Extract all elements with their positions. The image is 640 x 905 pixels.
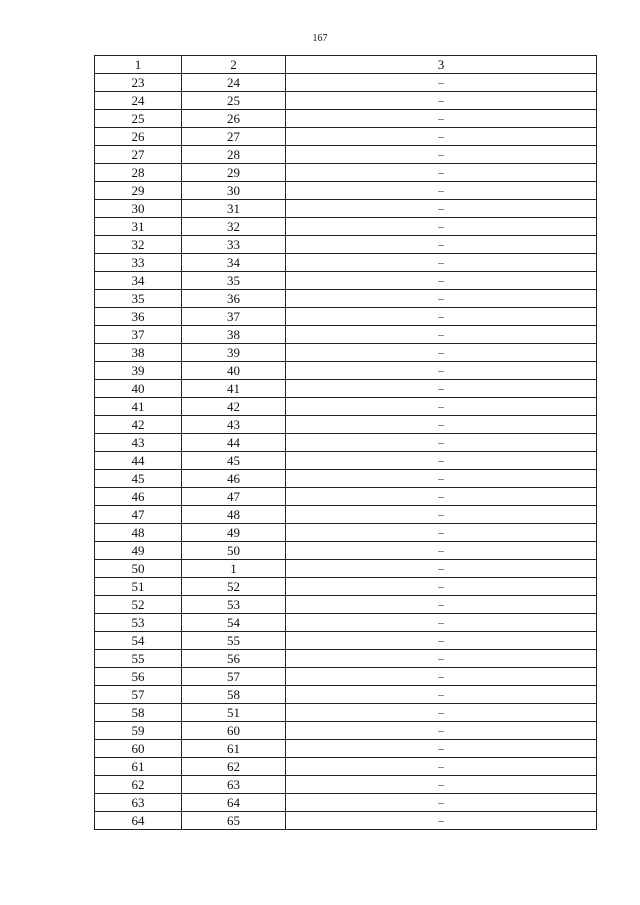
table-cell-col-2: 27 bbox=[182, 128, 286, 146]
table-cell-col-2: 58 bbox=[182, 686, 286, 704]
table-cell-col-3: – bbox=[286, 290, 597, 308]
table-cell-col-1: 58 bbox=[95, 704, 182, 722]
table-row bbox=[95, 506, 597, 524]
table-cell-col-1: 50 bbox=[95, 560, 182, 578]
table-cell-col-3: – bbox=[286, 92, 597, 110]
table-cell-col-1: 51 bbox=[95, 578, 182, 596]
table-row bbox=[95, 272, 597, 290]
table-cell-col-3: – bbox=[286, 74, 597, 92]
table-row bbox=[95, 650, 597, 668]
table-row bbox=[95, 398, 597, 416]
table-cell-col-2: 28 bbox=[182, 146, 286, 164]
table-cell-col-1: 40 bbox=[95, 380, 182, 398]
table-cell-col-2: 62 bbox=[182, 758, 286, 776]
table-cell-col-2: 64 bbox=[182, 794, 286, 812]
table-cell-col-2: 39 bbox=[182, 344, 286, 362]
table-cell-col-3: – bbox=[286, 218, 597, 236]
table-row bbox=[95, 308, 597, 326]
table-row bbox=[95, 812, 597, 830]
table-cell-col-1: 55 bbox=[95, 650, 182, 668]
table-cell-col-3: – bbox=[286, 650, 597, 668]
table-body bbox=[95, 74, 597, 830]
table-cell-col-2: 41 bbox=[182, 380, 286, 398]
table-cell-col-3: – bbox=[286, 524, 597, 542]
table-row bbox=[95, 614, 597, 632]
table-row bbox=[95, 254, 597, 272]
table-row bbox=[95, 290, 597, 308]
table-cell-col-2: 46 bbox=[182, 470, 286, 488]
table-cell-col-1: 31 bbox=[95, 218, 182, 236]
table-cell-col-1: 61 bbox=[95, 758, 182, 776]
table-cell-col-1: 63 bbox=[95, 794, 182, 812]
table-row bbox=[95, 560, 597, 578]
table-cell-col-3: – bbox=[286, 272, 597, 290]
table-cell-col-2: 29 bbox=[182, 164, 286, 182]
table-row bbox=[95, 92, 597, 110]
table-cell-col-1: 45 bbox=[95, 470, 182, 488]
table-row bbox=[95, 74, 597, 92]
table-cell-col-3: – bbox=[286, 344, 597, 362]
table-cell-col-3: – bbox=[286, 794, 597, 812]
table-cell-col-1: 44 bbox=[95, 452, 182, 470]
table-row bbox=[95, 416, 597, 434]
table-cell-col-1: 42 bbox=[95, 416, 182, 434]
table-row bbox=[95, 434, 597, 452]
table-cell-col-1: 56 bbox=[95, 668, 182, 686]
table-cell-col-2: 61 bbox=[182, 740, 286, 758]
table-cell-col-1: 53 bbox=[95, 614, 182, 632]
table-row bbox=[95, 326, 597, 344]
table-cell-col-2: 33 bbox=[182, 236, 286, 254]
table-cell-col-1: 46 bbox=[95, 488, 182, 506]
table-row bbox=[95, 758, 597, 776]
table-cell-col-2: 43 bbox=[182, 416, 286, 434]
table-cell-col-3: – bbox=[286, 182, 597, 200]
table-cell-col-1: 35 bbox=[95, 290, 182, 308]
table-cell-col-3: – bbox=[286, 164, 597, 182]
table-cell-col-3: – bbox=[286, 686, 597, 704]
table-cell-col-2: 30 bbox=[182, 182, 286, 200]
table-cell-col-3: – bbox=[286, 380, 597, 398]
table-cell-col-1: 39 bbox=[95, 362, 182, 380]
column-header-1: 1 bbox=[95, 56, 182, 74]
table-cell-col-2: 44 bbox=[182, 434, 286, 452]
table-cell-col-1: 57 bbox=[95, 686, 182, 704]
table-row bbox=[95, 632, 597, 650]
table-cell-col-2: 51 bbox=[182, 704, 286, 722]
table-cell-col-1: 52 bbox=[95, 596, 182, 614]
table-cell-col-3: – bbox=[286, 200, 597, 218]
table-cell-col-2: 50 bbox=[182, 542, 286, 560]
table-row bbox=[95, 236, 597, 254]
page-number: 167 bbox=[312, 33, 328, 44]
table-row bbox=[95, 182, 597, 200]
table-row bbox=[95, 740, 597, 758]
table-cell-col-2: 49 bbox=[182, 524, 286, 542]
table-cell-col-1: 38 bbox=[95, 344, 182, 362]
table-row bbox=[95, 542, 597, 560]
table-cell-col-1: 32 bbox=[95, 236, 182, 254]
column-header-3: 3 bbox=[286, 56, 597, 74]
table-cell-col-3: – bbox=[286, 632, 597, 650]
table-cell-col-3: – bbox=[286, 614, 597, 632]
table-cell-col-2: 37 bbox=[182, 308, 286, 326]
table-cell-col-2: 60 bbox=[182, 722, 286, 740]
table-cell-col-1: 54 bbox=[95, 632, 182, 650]
header-row bbox=[95, 56, 597, 74]
table-cell-col-3: – bbox=[286, 236, 597, 254]
table-cell-col-2: 56 bbox=[182, 650, 286, 668]
table-cell-col-2: 57 bbox=[182, 668, 286, 686]
table-cell-col-1: 24 bbox=[95, 92, 182, 110]
table-cell-col-1: 25 bbox=[95, 110, 182, 128]
table-cell-col-2: 34 bbox=[182, 254, 286, 272]
table-cell-col-2: 55 bbox=[182, 632, 286, 650]
table-cell-col-3: – bbox=[286, 146, 597, 164]
table-cell-col-1: 34 bbox=[95, 272, 182, 290]
table-cell-col-3: – bbox=[286, 470, 597, 488]
table-cell-col-2: 26 bbox=[182, 110, 286, 128]
table-cell-col-3: – bbox=[286, 740, 597, 758]
table-cell-col-2: 48 bbox=[182, 506, 286, 524]
table-row bbox=[95, 218, 597, 236]
table-cell-col-3: – bbox=[286, 434, 597, 452]
table-row bbox=[95, 164, 597, 182]
table-cell-col-3: – bbox=[286, 452, 597, 470]
table-cell-col-1: 26 bbox=[95, 128, 182, 146]
table-cell-col-3: – bbox=[286, 128, 597, 146]
table-row bbox=[95, 128, 597, 146]
table-cell-col-2: 45 bbox=[182, 452, 286, 470]
table-cell-col-2: 54 bbox=[182, 614, 286, 632]
table-cell-col-1: 43 bbox=[95, 434, 182, 452]
table-cell-col-1: 49 bbox=[95, 542, 182, 560]
table-row bbox=[95, 578, 597, 596]
table-cell-col-1: 27 bbox=[95, 146, 182, 164]
table-cell-col-1: 36 bbox=[95, 308, 182, 326]
table-row bbox=[95, 110, 597, 128]
table-row bbox=[95, 776, 597, 794]
column-header-2: 2 bbox=[182, 56, 286, 74]
table-cell-col-3: – bbox=[286, 722, 597, 740]
table-cell-col-1: 33 bbox=[95, 254, 182, 272]
table-row bbox=[95, 704, 597, 722]
table-cell-col-2: 53 bbox=[182, 596, 286, 614]
table-row bbox=[95, 452, 597, 470]
table-row bbox=[95, 596, 597, 614]
table-cell-col-3: – bbox=[286, 758, 597, 776]
table-cell-col-2: 42 bbox=[182, 398, 286, 416]
table-cell-col-1: 47 bbox=[95, 506, 182, 524]
table-cell-col-3: – bbox=[286, 308, 597, 326]
table-row bbox=[95, 200, 597, 218]
table-cell-col-1: 64 bbox=[95, 812, 182, 830]
table-cell-col-2: 63 bbox=[182, 776, 286, 794]
table-cell-col-3: – bbox=[286, 254, 597, 272]
table-cell-col-2: 40 bbox=[182, 362, 286, 380]
table-cell-col-3: – bbox=[286, 578, 597, 596]
table-row bbox=[95, 146, 597, 164]
table-cell-col-1: 59 bbox=[95, 722, 182, 740]
table-cell-col-1: 62 bbox=[95, 776, 182, 794]
table-cell-col-1: 23 bbox=[95, 74, 182, 92]
table-cell-col-2: 65 bbox=[182, 812, 286, 830]
table-cell-col-3: – bbox=[286, 398, 597, 416]
table-row bbox=[95, 668, 597, 686]
table-cell-col-2: 1 bbox=[182, 560, 286, 578]
table-cell-col-2: 25 bbox=[182, 92, 286, 110]
table-cell-col-1: 60 bbox=[95, 740, 182, 758]
table-cell-col-1: 30 bbox=[95, 200, 182, 218]
table-cell-col-3: – bbox=[286, 704, 597, 722]
table-row bbox=[95, 524, 597, 542]
table-cell-col-3: – bbox=[286, 326, 597, 344]
table-cell-col-3: – bbox=[286, 542, 597, 560]
table-cell-col-2: 31 bbox=[182, 200, 286, 218]
table-cell-col-2: 52 bbox=[182, 578, 286, 596]
table-header bbox=[95, 56, 597, 74]
table-row bbox=[95, 686, 597, 704]
table-cell-col-2: 35 bbox=[182, 272, 286, 290]
table-cell-col-1: 28 bbox=[95, 164, 182, 182]
table-row bbox=[95, 380, 597, 398]
table-cell-col-3: – bbox=[286, 506, 597, 524]
table-cell-col-1: 37 bbox=[95, 326, 182, 344]
table-cell-col-2: 36 bbox=[182, 290, 286, 308]
table-cell-col-3: – bbox=[286, 812, 597, 830]
table-cell-col-1: 29 bbox=[95, 182, 182, 200]
data-table bbox=[94, 55, 597, 830]
table-cell-col-3: – bbox=[286, 776, 597, 794]
table-row bbox=[95, 344, 597, 362]
table-cell-col-3: – bbox=[286, 416, 597, 434]
table-cell-col-3: – bbox=[286, 668, 597, 686]
table-cell-col-3: – bbox=[286, 596, 597, 614]
table-cell-col-2: 38 bbox=[182, 326, 286, 344]
table-row bbox=[95, 722, 597, 740]
table-cell-col-3: – bbox=[286, 560, 597, 578]
table-cell-col-3: – bbox=[286, 110, 597, 128]
table-row bbox=[95, 362, 597, 380]
table-cell-col-3: – bbox=[286, 488, 597, 506]
table-cell-col-2: 24 bbox=[182, 74, 286, 92]
table-cell-col-3: – bbox=[286, 362, 597, 380]
table-cell-col-2: 32 bbox=[182, 218, 286, 236]
table-row bbox=[95, 470, 597, 488]
table-cell-col-1: 48 bbox=[95, 524, 182, 542]
table-row bbox=[95, 794, 597, 812]
table-cell-col-2: 47 bbox=[182, 488, 286, 506]
table-cell-col-1: 41 bbox=[95, 398, 182, 416]
table-row bbox=[95, 488, 597, 506]
